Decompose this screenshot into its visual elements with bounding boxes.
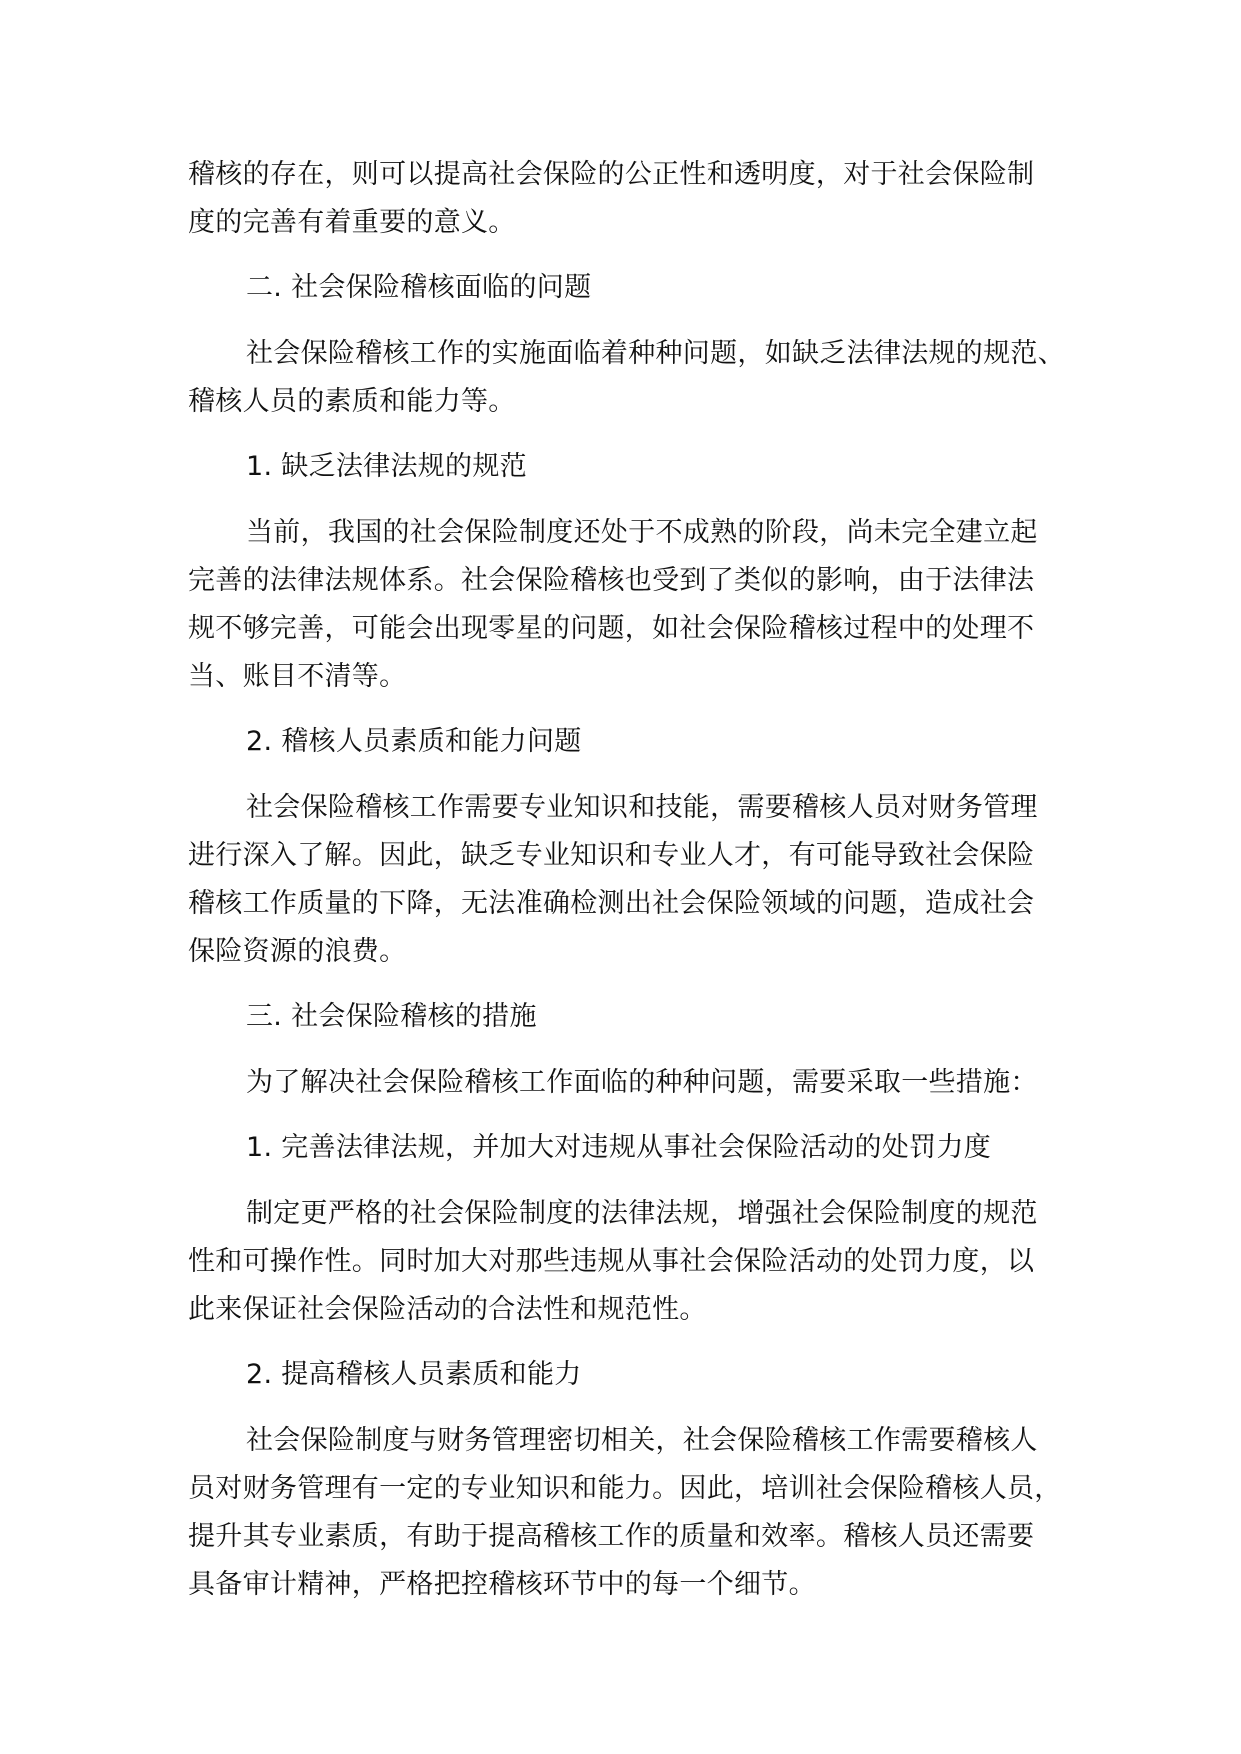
paragraph-line: 具备审计精神，严格把控稽核环节中的每一个细节。 xyxy=(188,1569,816,1600)
subsection-heading: 1. 完善法律法规，并加大对违规从事社会保险活动的处罚力度 xyxy=(246,1132,992,1163)
paragraph-line: 员对财务管理有一定的专业知识和能力。因此，培训社会保险稽核人员， xyxy=(188,1473,1062,1504)
paragraph-line: 此来保证社会保险活动的合法性和规范性。 xyxy=(188,1294,707,1325)
subsection-heading: 2. 稽核人员素质和能力问题 xyxy=(246,726,582,757)
paragraph-line: 性和可操作性。同时加大对那些违规从事社会保险活动的处罚力度，以 xyxy=(188,1246,1035,1277)
paragraph-line: 稽核人员的素质和能力等。 xyxy=(188,386,516,417)
paragraph-line: 社会保险稽核工作需要专业知识和技能，需要稽核人员对财务管理 xyxy=(246,792,1038,823)
paragraph-line: 保险资源的浪费。 xyxy=(188,936,407,967)
paragraph-line: 为了解决社会保险稽核工作面临的种种问题，需要采取一些措施： xyxy=(246,1067,1038,1098)
paragraph-line: 稽核工作质量的下降，无法准确检测出社会保险领域的问题，造成社会 xyxy=(188,888,1035,919)
paragraph-line: 制定更严格的社会保险制度的法律法规，增强社会保险制度的规范 xyxy=(246,1198,1038,1229)
paragraph-line: 进行深入了解。因此，缺乏专业知识和专业人才，有可能导致社会保险 xyxy=(188,840,1035,871)
paragraph-line: 稽核的存在，则可以提高社会保险的公正性和透明度，对于社会保险制 xyxy=(188,159,1035,190)
subsection-heading: 1. 缺乏法律法规的规范 xyxy=(246,451,527,482)
paragraph-line: 度的完善有着重要的意义。 xyxy=(188,207,516,238)
section-heading: 三. 社会保险稽核的措施 xyxy=(246,1001,537,1032)
paragraph-line: 当、账目不清等。 xyxy=(188,661,407,692)
paragraph-line: 提升其专业素质，有助于提高稽核工作的质量和效率。稽核人员还需要 xyxy=(188,1521,1035,1552)
paragraph-line: 当前，我国的社会保险制度还处于不成熟的阶段，尚未完全建立起 xyxy=(246,517,1038,548)
paragraph-line: 社会保险稽核工作的实施面临着种种问题，如缺乏法律法规的规范、 xyxy=(246,338,1065,369)
subsection-heading: 2. 提高稽核人员素质和能力 xyxy=(246,1359,582,1390)
paragraph-line: 规不够完善，可能会出现零星的问题，如社会保险稽核过程中的处理不 xyxy=(188,613,1035,644)
paragraph-line: 社会保险制度与财务管理密切相关，社会保险稽核工作需要稽核人 xyxy=(246,1425,1038,1456)
section-heading: 二. 社会保险稽核面临的问题 xyxy=(246,272,592,303)
paragraph-line: 完善的法律法规体系。社会保险稽核也受到了类似的影响，由于法律法 xyxy=(188,565,1035,596)
